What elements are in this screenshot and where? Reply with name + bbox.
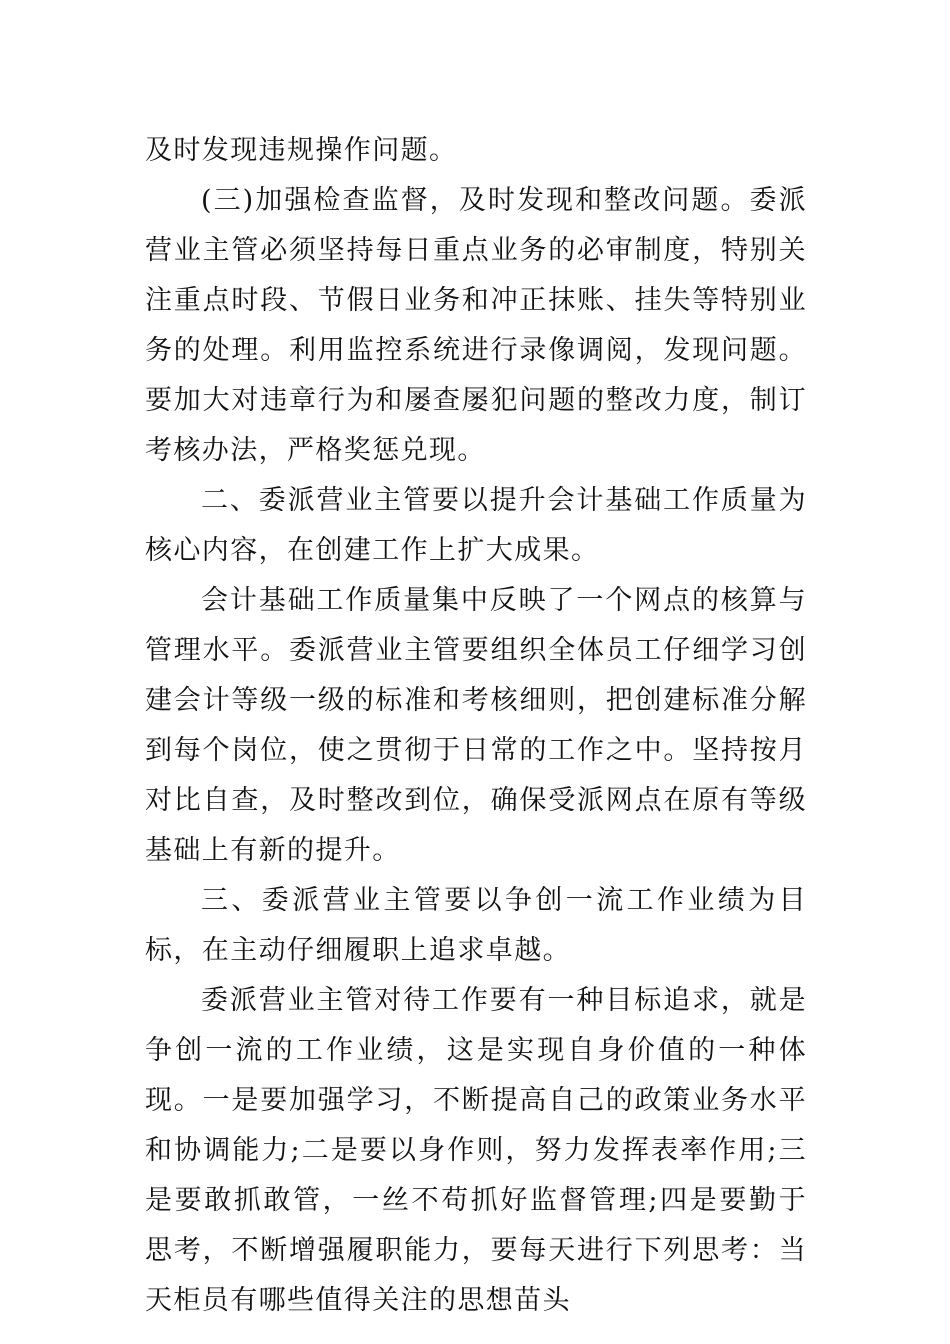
paragraph-accounting-quality: 会计基础工作质量集中反映了一个网点的核算与管理水平。委派营业主管要组织全体员工仔细学习创建会计等级一级的标准和考核细则，把创建标准分解到每个岗位，使之贯彻于日常的工作之中。坚持按月对比自查，及时整改到位，确保受派网点在原有等级基础上有新的提升。 bbox=[145, 585, 807, 866]
document-body bbox=[145, 126, 807, 1326]
paragraph-heading-three: 三、委派营业主管要以争创一流工作业绩为目标，在主动仔细履职上追求卓越。 bbox=[145, 885, 807, 966]
paragraph-performance-goals: 委派营业主管对待工作要有一种目标追求，就是争创一流的工作业绩，这是实现自身价值的一种体现。一是要加强学习，不断提高自己的政策业务水平和协调能力;二是要以身作则，努力发挥表率作用;三是要敢抓敢管，一丝不苟抓好监督管理;四是要勤于思考，不断增强履职能力，要每天进行下列思考：当天柜员有哪些值得关注的思想苗头 bbox=[145, 985, 807, 1316]
paragraph-heading-two: 二、委派营业主管要以提升会计基础工作质量为核心内容，在创建工作上扩大成果。 bbox=[145, 485, 807, 566]
paragraph-section-3-inspection: (三)加强检查监督，及时发现和整改问题。委派营业主管必须坚持每日重点业务的必审制度，特别关注重点时段、节假日业务和冲正抹账、挂失等特别业务的处理。利用监控系统进行录像调阅，发现问题。要加大对违章行为和屡查屡犯问题的整改力度，制订考核办法，严格奖惩兑现。 bbox=[145, 185, 807, 466]
paragraph-continuation: 及时发现违规操作问题。 bbox=[145, 135, 458, 166]
